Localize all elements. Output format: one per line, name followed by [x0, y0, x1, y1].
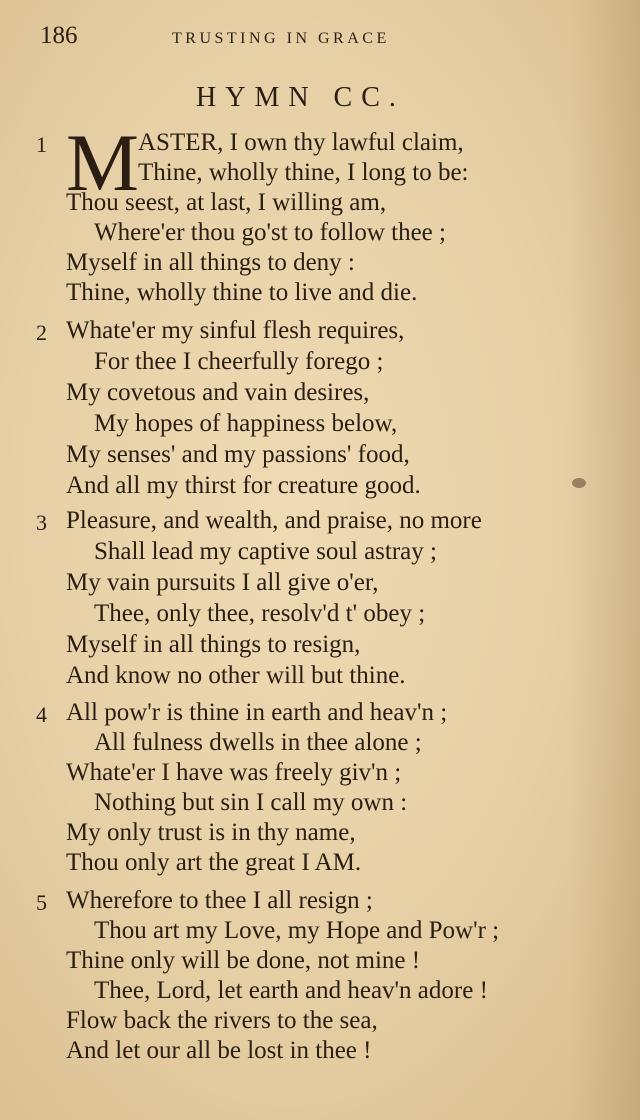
verse-line: Shall lead my captive soul astray ; — [94, 538, 437, 565]
verse-line: Whate'er I have was freely giv'n ; — [66, 759, 402, 786]
verse-line: Myself in all things to deny : — [66, 249, 355, 276]
drop-cap: M — [66, 117, 139, 208]
verse-line: And know no other will but thine. — [66, 662, 406, 689]
verse-line: Thine, wholly thine, I long to be: — [138, 159, 469, 186]
stanza-number: 1 — [36, 132, 47, 157]
running-head — [40, 22, 590, 58]
hymn-title: HYMN CC. — [196, 82, 405, 113]
verse-line: Where'er thou go'st to follow thee ; — [94, 219, 446, 246]
verse-line: And let our all be lost in thee ! — [66, 1037, 372, 1064]
stanza-number: 2 — [36, 320, 47, 345]
stanza-number: 5 — [36, 890, 47, 915]
verse-line: My senses' and my passions' food, — [66, 441, 410, 468]
verse-line: All fulness dwells in thee alone ; — [94, 729, 422, 756]
verse-line: Flow back the rivers to the sea, — [66, 1007, 378, 1034]
verse-line: My vain pursuits I all give o'er, — [66, 569, 379, 596]
verse-line: My covetous and vain desires, — [66, 379, 370, 406]
verse-line: My hopes of happiness below, — [94, 410, 398, 437]
verse-line: Myself in all things to resign, — [66, 631, 361, 658]
verse-line: Thou art my Love, my Hope and Pow'r ; — [94, 917, 500, 944]
running-title: TRUSTING IN GRACE — [172, 30, 390, 47]
ink-smudge — [572, 478, 586, 488]
page-number: 186 — [40, 22, 78, 49]
verse-line: Thine only will be done, not mine ! — [66, 947, 421, 974]
stanza-number: 4 — [36, 702, 47, 727]
verse-line: Pleasure, and wealth, and praise, no more — [66, 507, 482, 534]
verse-line: Thine, wholly thine to live and die. — [66, 279, 418, 306]
verse-line: ASTER, I own thy lawful claim, — [138, 129, 464, 156]
stanza-number: 3 — [36, 510, 47, 535]
verse-line: Nothing but sin I call my own : — [94, 789, 408, 816]
verse-line: All pow'r is thine in earth and heav'n ; — [66, 699, 448, 726]
verse-line: And all my thirst for creature good. — [66, 472, 421, 499]
verse-line: My only trust is in thy name, — [66, 819, 356, 846]
verse-line: For thee I cheerfully forego ; — [94, 348, 384, 375]
verse-line: Thee, Lord, let earth and heav'n adore ! — [94, 977, 488, 1004]
verse-line: Whate'er my sinful flesh requires, — [66, 317, 405, 344]
verse-line: Thou seest, at last, I willing am, — [66, 189, 387, 216]
verse-line: Thou only art the great I AM. — [66, 849, 362, 876]
verse-line: Thee, only thee, resolv'd t' obey ; — [94, 600, 426, 627]
verse-line: Wherefore to thee I all resign ; — [66, 887, 373, 914]
